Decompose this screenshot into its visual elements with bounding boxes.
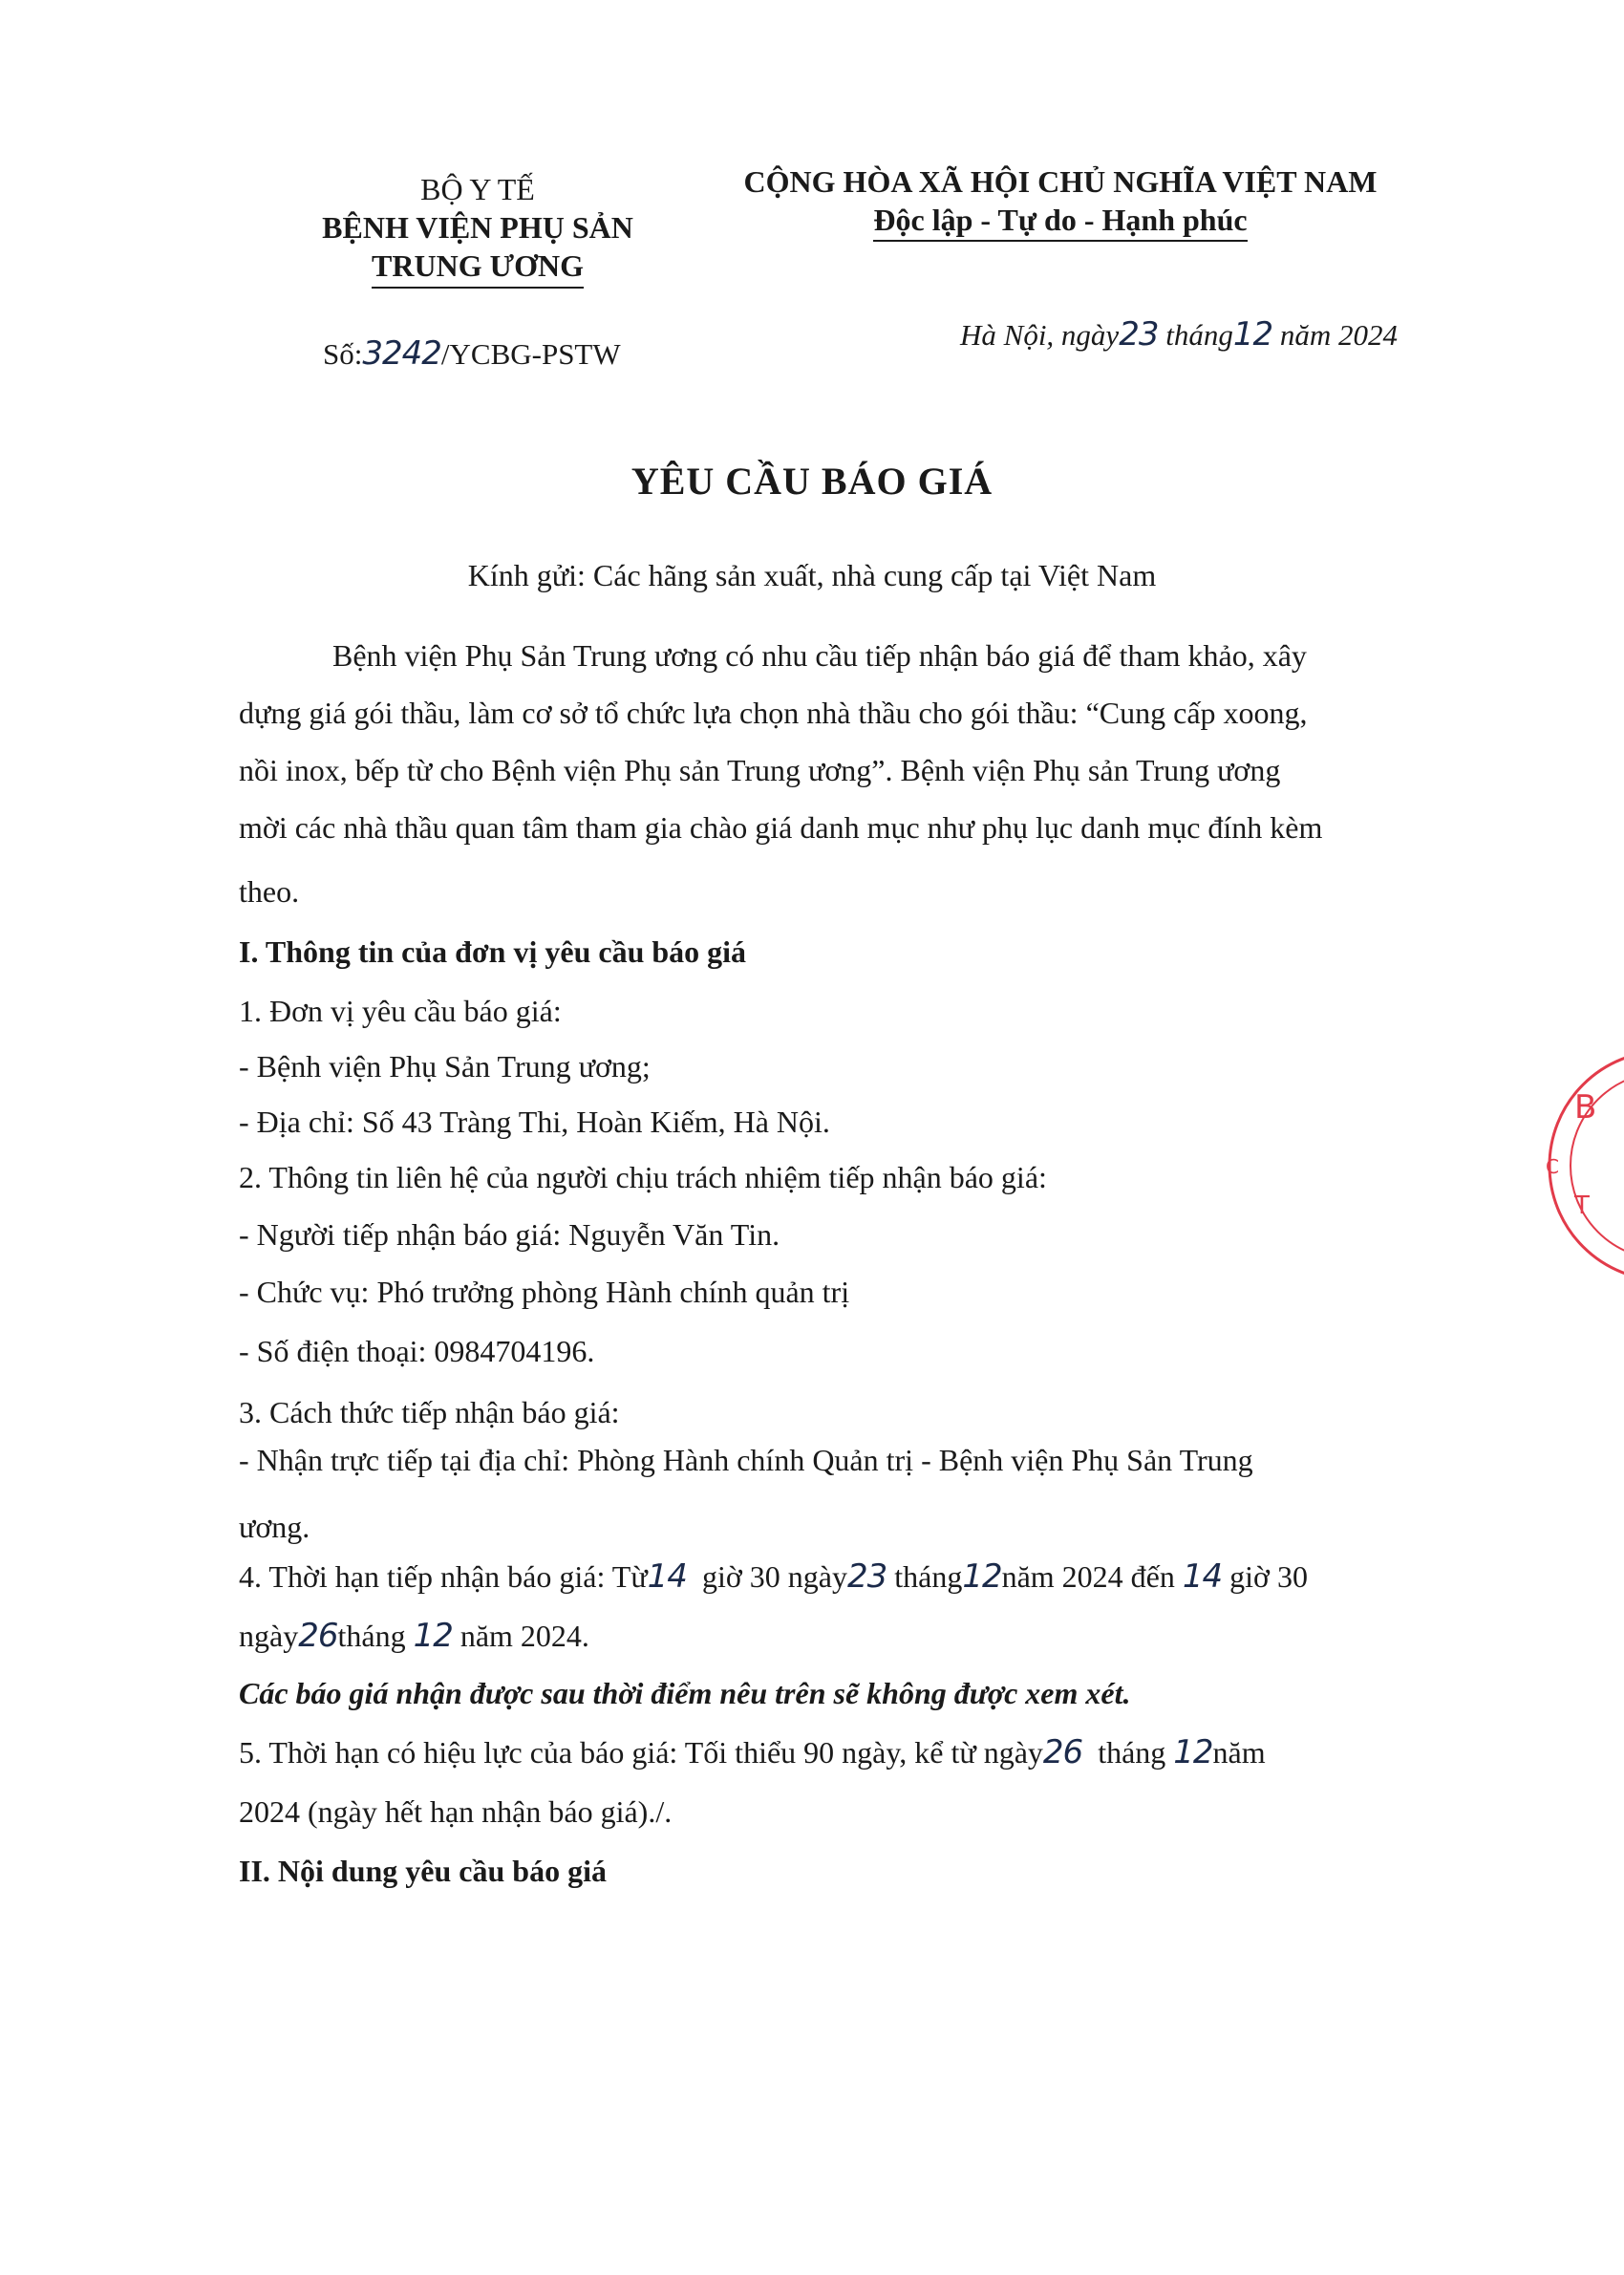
section1-line-3: - Địa chỉ: Số 43 Tràng Thi, Hoàn Kiếm, Hà Nội. <box>239 1105 830 1139</box>
deadline-text-b: giờ 30 ngày <box>701 1559 847 1594</box>
section1-heading: I. Thông tin của đơn vị yêu cầu báo giá <box>239 934 747 969</box>
date-day-handwritten: 23 <box>1119 315 1159 354</box>
organization-block <box>277 170 678 289</box>
validity-line-2: 2024 (ngày hết hạn nhận báo giá)./. <box>239 1794 673 1829</box>
date-month-label: tháng <box>1165 318 1233 352</box>
section1-line-5: - Người tiếp nhận báo giá: Nguyễn Văn Tin. <box>239 1217 780 1252</box>
section1-line-1: 1. Đơn vị yêu cầu báo giá: <box>239 994 562 1028</box>
date-year: năm 2024 <box>1279 318 1398 352</box>
seal-letter-b: B <box>1574 1088 1597 1127</box>
doc-number-suffix: /YCBG-PSTW <box>440 337 621 371</box>
recipient-line: Kính gửi: Các hãng sản xuất, nhà cung cấp tại Việt Nam <box>467 558 1157 592</box>
document-date <box>960 315 1398 354</box>
late-quote-note: Các báo giá nhận được sau thời điểm nêu trên sẽ không được xem xét. <box>239 1676 1131 1710</box>
national-heading <box>707 162 1414 242</box>
deadline-text-a: 4. Thời hạn tiếp nhận báo giá: Từ <box>239 1559 648 1594</box>
section1-line-6: - Chức vụ: Phó trưởng phòng Hành chính quản trị <box>239 1275 850 1309</box>
deadline-text-c: tháng <box>894 1559 963 1594</box>
deadline-text-h: năm 2024. <box>459 1619 589 1653</box>
deadline-month2-handwritten: 12 <box>413 1617 453 1655</box>
validity-text-b: tháng <box>1098 1735 1166 1770</box>
validity-line-1 <box>239 1733 1266 1771</box>
section1-line-4: 2. Thông tin liên hệ của người chịu trách nhiệm tiếp nhận báo giá: <box>239 1160 1047 1194</box>
nation-name: CỘNG HÒA XÃ HỘI CHỦ NGHĨA VIỆT NAM <box>743 164 1378 199</box>
validity-text-a: 5. Thời hạn có hiệu lực của báo giá: Tối thiểu 90 ngày, kể từ ngày <box>239 1735 1043 1770</box>
validity-day-handwritten: 26 <box>1042 1733 1083 1771</box>
deadline-text-d: năm 2024 đến <box>1001 1559 1175 1594</box>
doc-number-prefix: Số: <box>323 337 363 371</box>
section2-heading: II. Nội dung yêu cầu báo giá <box>239 1854 607 1888</box>
national-motto: Độc lập - Tự do - Hạnh phúc <box>873 201 1247 242</box>
seal-letter-c: C <box>1546 1155 1559 1178</box>
deadline-day1-handwritten: 23 <box>846 1557 887 1596</box>
intro-line-2: dựng giá gói thầu, làm cơ sở tổ chức lựa chọn nhà thầu cho gói thầu: “Cung cấp xoong, <box>239 696 1308 730</box>
document-title: YÊU CẦU BÁO GIÁ <box>630 460 994 503</box>
seal-letter-t: T <box>1574 1191 1590 1220</box>
section1-line-2: - Bệnh viện Phụ Sản Trung ương; <box>239 1049 651 1084</box>
hospital-name-line1: BỆNH VIỆN PHỤ SẢN <box>322 210 633 245</box>
section1-line-10: ương. <box>239 1510 310 1544</box>
doc-number-handwritten: 3242 <box>362 334 441 373</box>
intro-line-1: Bệnh viện Phụ Sản Trung ương có nhu cầu tiếp nhận báo giá để tham khảo, xây <box>332 638 1307 673</box>
intro-line-5: theo. <box>239 874 300 909</box>
deadline-line-1 <box>239 1557 1308 1596</box>
deadline-hour2-handwritten: 14 <box>1182 1557 1223 1596</box>
section1-line-7: - Số điện thoại: 0984704196. <box>239 1334 595 1368</box>
deadline-text-f: ngày <box>239 1619 299 1653</box>
validity-text-c: năm <box>1212 1735 1266 1770</box>
deadline-month1-handwritten: 12 <box>962 1557 1002 1596</box>
seal-outer-ring <box>1549 1051 1624 1280</box>
document-number <box>323 334 621 373</box>
date-prefix: Hà Nội, ngày <box>960 318 1120 352</box>
official-seal-fragment <box>1540 1041 1624 1290</box>
section1-line-9: - Nhận trực tiếp tại địa chỉ: Phòng Hành chính Quản trị - Bệnh viện Phụ Sản Trung <box>239 1443 1253 1477</box>
intro-line-4: mời các nhà thầu quan tâm tham gia chào giá danh mục như phụ lục danh mục đính kèm <box>239 810 1323 845</box>
deadline-day2-handwritten: 26 <box>298 1617 338 1655</box>
date-month-handwritten: 12 <box>1232 315 1273 354</box>
validity-month-handwritten: 12 <box>1173 1733 1213 1771</box>
deadline-line-2 <box>239 1617 589 1655</box>
deadline-text-e: giờ 30 <box>1229 1559 1308 1594</box>
ministry-name: BỘ Y TẾ <box>420 172 535 206</box>
deadline-hour1-handwritten: 14 <box>647 1557 687 1596</box>
deadline-text-g: tháng <box>337 1619 406 1653</box>
hospital-name-line2: TRUNG ƯƠNG <box>372 247 584 289</box>
section1-line-8: 3. Cách thức tiếp nhận báo giá: <box>239 1395 620 1429</box>
intro-line-3: nồi inox, bếp từ cho Bệnh viện Phụ sản Trung ương”. Bệnh viện Phụ sản Trung ương <box>239 753 1281 787</box>
